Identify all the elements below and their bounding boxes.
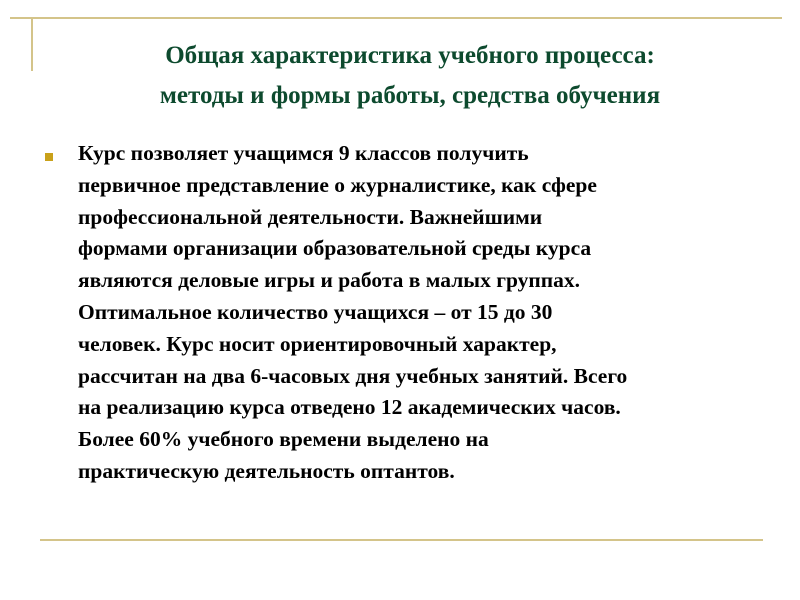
body-line: рассчитан на два 6-часовых дня учебных занятий. Всего [78,363,628,388]
left-divider [31,17,33,71]
slide-title [60,36,760,116]
body-line: являются деловые игры и работа в малых группах. [78,268,581,293]
title-line: методы и формы работы, средства обучения [159,82,661,109]
top-divider [10,17,782,19]
body-line: формами организации образовательной среды курса [78,236,592,261]
body-line: практическую деятельность оптантов. [78,458,455,483]
body-line: первичное представление о журналистике, как сфере [78,172,597,197]
body-line: Курс позволяет учащимся 9 классов получить [78,141,529,165]
body-line: профессиональной деятельности. Важнейшими [78,204,543,229]
body-line: Более 60% учебного времени выделено на [78,427,489,452]
bullet-text [78,138,778,488]
body-line: Оптимальное количество учащихся – от 15 до 30 [78,299,553,324]
bottom-divider [40,539,763,541]
square-bullet-icon [45,153,53,161]
body-line: на реализацию курса отведено 12 академических часов. [78,395,621,420]
title-line: Общая характеристика учебного процесса: [165,42,655,69]
body-line: человек. Курс носит ориентировочный характер, [78,331,557,356]
